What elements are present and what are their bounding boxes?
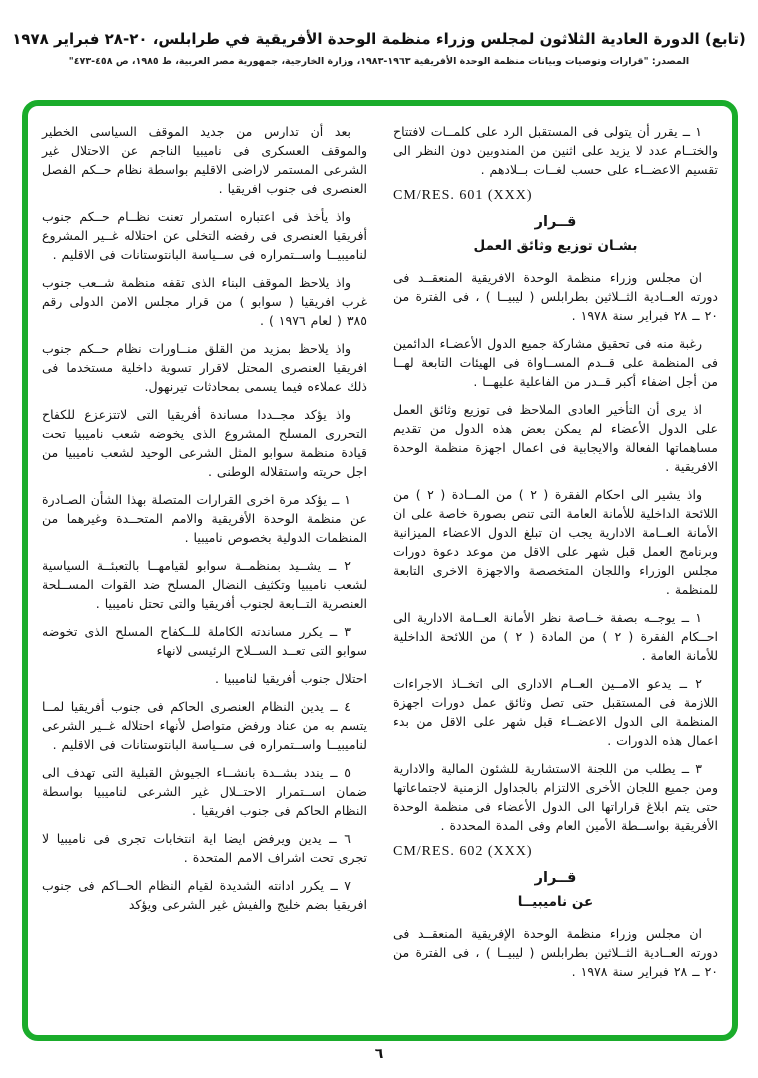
paragraph-internal-settlement: واذ يلاحظ بمزيد من القلق منــاورات نظام حــكم جنوب افريقيا العنصرى المحتل لاقرار تسوية داخلية مستخدما فى ذلك عملاءه فيما يسمى بمحادثات تيرنهول. bbox=[42, 341, 367, 394]
paragraph-africa-support: واذ يؤكد مجــددا مساندة أفريقيا التى لاتتزعزع للكفاح التحررى المسلح المشروع الذى يخوضه شعب ناميبيا تحت قيادة منظمة سوابو المثل الشرعى الوحيد لشعب ناميبيا من اجل حريته واستقلاله الوطنى . bbox=[42, 407, 367, 479]
paragraph-occupation-end-line: احتلال جنوب أفريقيا لناميبيا . bbox=[214, 671, 367, 686]
source-line: المصدر: "قرارات وتوصيات وبيانات منظمة الوحدة الأفريقية ١٩٦٣-١٩٨٣، وزارة الخارجية، جمهورية مصر العربية، ط ١٩٨٥، ص ٤٥٨-٤٧٣" bbox=[68, 56, 690, 67]
paragraph-reply-speeches: ١ ــ يقرر أن يتولى فى المستقبل الرد على كلمــات لافتتاح والختــام عدد لا يزيد على اثنين من المندوبين دون النظر الى تقسيم الاعضــاء على حسب لغــات بــلادهم . bbox=[393, 124, 718, 177]
paragraph-item-1-resolutions: ١ ــ يؤكد مرة اخرى القرارات المتصلة بهذا الشأن الصـادرة عن منظمة الوحدة الأفريقية والامم المتحــدة وغيرهما من المنظمات الدولية بخصوص ناميبيا . bbox=[42, 492, 367, 545]
paragraph-swapo-position: واذ يلاحظ الموقف البناء الذى تقفه منظمة شــعب جنوب غرب افريقيا ( سوابو ) من قرار مجلس الامن الدولى رقم ٣٨٥ ( لعام ١٩٧٦ ) . bbox=[42, 275, 367, 328]
paragraph-item-3-armed-struggle: ٣ ــ يكرر مساندته الكاملة للــكفاح المسلح الذى تخوضه سوابو التى تعــد الســلاح الرئيسى لانهاء bbox=[42, 624, 367, 658]
page-header bbox=[0, 30, 758, 67]
paragraph-political-situation: بعد أن تدارس من جديد الموقف السياسى الخطير والموقف العسكرى فى ناميبيا الناجم عن الاحتلال غير الشرعى المستمر لاراضى الاقليم بواسطة نظام حــكم الفصل العنصرى فى جنوب افريقيا . bbox=[42, 124, 367, 196]
paragraph-delay-distribution: اذ يرى أن التأخير العادى الملاحظ فى توزيع وثائق العمل على الدول الأعضاء لم يمكن بعض هذه الدول من تقديم مساهماتها الفعالة والايجابية فى اعمال اجهزة منظمة الوحدة الافريقية . bbox=[393, 402, 718, 474]
heading-resolution-1: قــرار bbox=[534, 214, 577, 230]
paragraph-item-2-swapo-mobilization: ٢ ــ يشــيد بمنظمــة سوابو لقيامهــا بالتعبئــة السياسية لشعب ناميبيا وتكثيف النضال المسلح ضد القوات المســلحة العنصرية التــابعة لجنوب أفريقيا والتى تحتل ناميبيا . bbox=[42, 558, 367, 611]
paragraph-council-session-2: ان مجلس وزراء منظمة الوحدة الإفريقية المنعقــد فى دورته العــادية الثــلاثين بطرابلس ( ليبيــا ) ، فى الفترة من ٢٠ ــ ٢٨ فبراير سنة ١٩٧٨ . bbox=[393, 926, 718, 979]
paragraph-item-2-secretary-general: ٢ ــ يدعو الامــين العــام الادارى الى اتخــاذ الاجراءات اللازمة فى المستقبل حتى تصل وثائق عمل دورات اجهزة المنظمة الى الدول الاعضــاء قبل شهر على الاقل من بدء اعمال هذه الدورات . bbox=[393, 676, 718, 748]
session-title: (تابع) الدورة العادية الثلاثون لمجلس وزراء منظمة الوحدة الأفريقية في طرابلس، ٢٠-٢٨ فبراير ١٩٧٨ bbox=[12, 30, 746, 48]
paragraph-rules-article2: واذ يشير الى احكام الفقرة ( ٢ ) من المــادة ( ٢ ) من اللائحة الداخلية للأمانة العامة التى تنص بصورة خاصة على ان الأمانة العــامة الادارية يجب ان تبلغ الدول الاعضاء الميزانية وبرنامج العمل قبل شهر على الاقل من موعد دعوة دورات مجلس الوزراء واللجان المتخصصة والاجهزة الاخرى التابعة للمنظمة . bbox=[393, 487, 718, 597]
content-border-box bbox=[22, 100, 738, 1041]
paragraph-item-6-elections: ٦ ــ يدين ويرفض ايضا اية انتخابات تجرى فى ناميبيا لا تجرى تحت اشراف الامم المتحدة . bbox=[42, 831, 367, 865]
heading-subject-work-documents: بشـان توزيع وثائق العمل bbox=[473, 238, 638, 254]
left-column bbox=[42, 122, 367, 1025]
paragraph-item-5-tribal-armies: ٥ ــ يندد بشــدة بانشــاء الجيوش القبلية التى تهدف الى ضمان اســتمرار الاحتــلال غير الشرعى لناميبيا بواسطة النظام الحاكم فى جنوب افريقيا . bbox=[42, 765, 367, 818]
heading-subject-namibia: عن ناميبيــا bbox=[517, 894, 594, 910]
paragraph-item-3-advisory-committee: ٣ ــ يطلب من اللجنة الاستشارية للشئون المالية والادارية ومن جميع اللجان الأخرى الالتزام بالجداول الزمنية لاجتماعاتها حتى يتم ابلاغ قراراتها الى الدول الأعضاء فى منظمة الوحدة الأفريقية بواســطة الأمين العام وفى المدة المحددة . bbox=[393, 761, 718, 833]
paragraph-item-4-condemn-regime: ٤ ــ يدين النظام العنصرى الحاكم فى جنوب أفريقيا لمــا يتسم به من عناد ورفض متواصل لأنهاء احتلاله غــير الشرعى لناميبيــا واســتمراره فى ســياسة البانتوستانات فى الاقليم . bbox=[42, 699, 367, 752]
paragraph-item-7-walvis-bay: ٧ ــ يكرر ادانته الشديدة لقيام النظام الحــاكم فى جنوب افريقيا بضم خليج والفيش غير الشرعى ويؤكد bbox=[42, 878, 367, 912]
paragraph-regime-obstinacy: واذ يأخذ فى اعتباره استمرار تعنت نظــام حــكم جنوب أفريقيا العنصرى فى رفضه التخلى عن احتلاله غــير المشروع لناميبيــا واســتمراره فى ســياسة البانتوستانات فى الاقليم . bbox=[42, 209, 367, 262]
resolution-ref-601: CM/RES. 601 (XXX) bbox=[393, 188, 533, 203]
two-column-layout bbox=[42, 122, 718, 1025]
page-number: ٦ bbox=[374, 1046, 384, 1062]
paragraph-item-1-secretariat: ١ ــ يوجــه بصفة خــاصة نظر الأمانة العــامة الادارية الى احــكام الفقرة ( ٢ ) من المادة ( ٢ ) من اللائحة الداخلية للأمانة العامة . bbox=[393, 610, 718, 663]
heading-resolution-2: قــرار bbox=[534, 870, 577, 886]
right-column bbox=[393, 122, 718, 1025]
resolution-ref-602: CM/RES. 602 (XXX) bbox=[393, 844, 533, 859]
paragraph-council-session-1: ان مجلس وزراء منظمة الوحدة الافريقية المنعقــد فى دورته العــادية الثــلاثين بطرابلس ( ليبيــا ) ، فى الفترة من ٢٠ ــ ٢٨ فبراير سنة ١٩٧٨ . bbox=[393, 270, 718, 323]
paragraph-desire-participation: رغبة منه فى تحقيق مشاركة جميع الدول الأعضـاء الدائمين فى المنظمة على قــدم المســاواة فى الهيئات التابعة لهــا من أجل اضفاء أكبر قــدر من الفاعلية عليهــا . bbox=[393, 336, 718, 389]
